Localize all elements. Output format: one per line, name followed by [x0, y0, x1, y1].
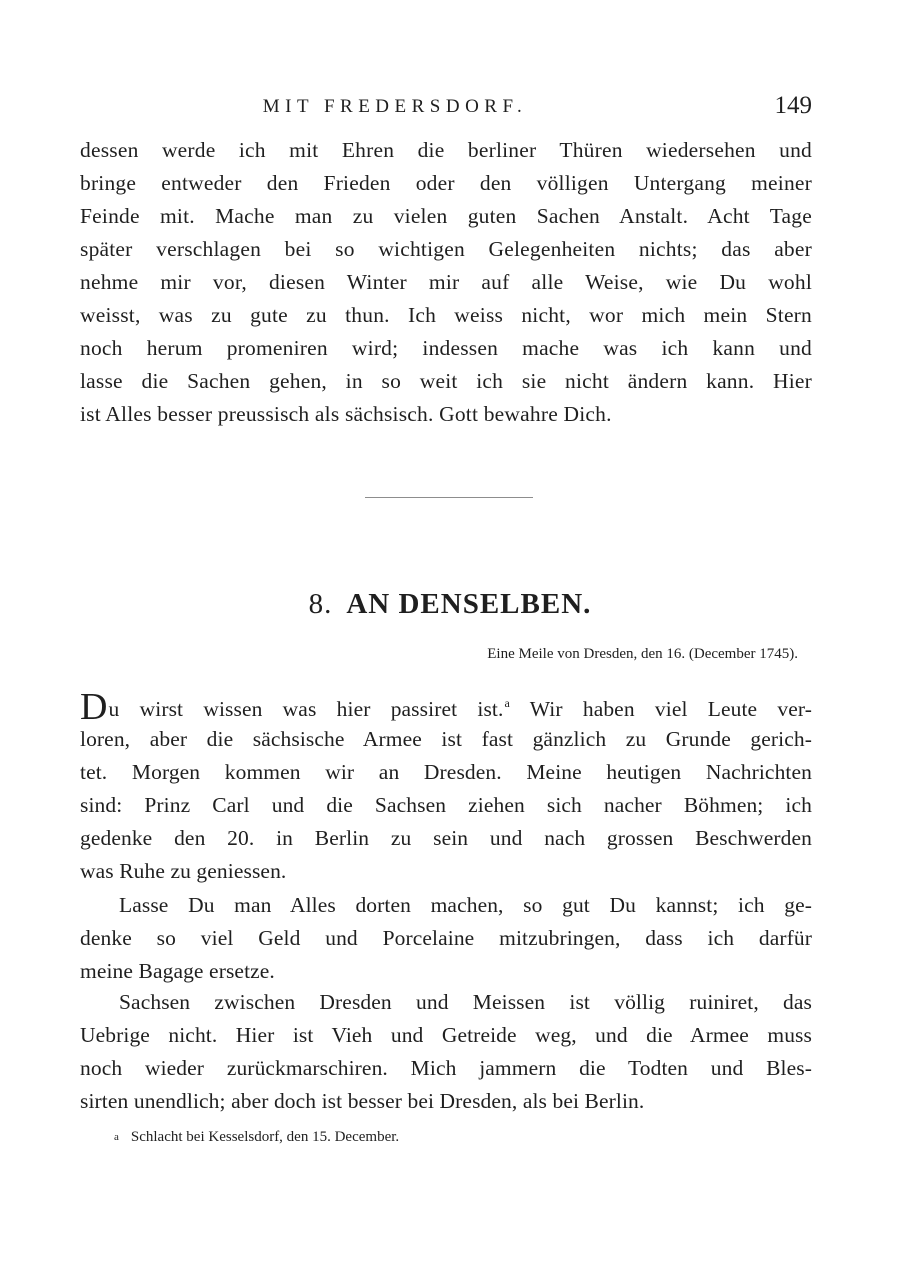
text-line: später verschlagen bei so wichtigen Gelegenheiten nichts; das aber — [80, 237, 812, 261]
text-line: sirten unendlich; aber doch ist besser bei Dresden, als bei Berlin. — [80, 1089, 645, 1113]
text-line: was Ruhe zu geniessen. — [80, 859, 287, 883]
footnote-reference: a — [504, 696, 510, 710]
text-line: sind: Prinz Carl und die Sachsen ziehen sich nacher Böhmen; ich — [80, 793, 812, 817]
text-line: meine Bagage ersetze. — [80, 959, 275, 983]
running-title: MIT FREDERSDORF. — [262, 96, 528, 117]
text-line: tet. Morgen kommen wir an Dresden. Meine heutigen Nachrichten — [80, 760, 812, 784]
text-line: nehme mir vor, diesen Winter mir auf alle Weise, wie Du wohl — [80, 270, 812, 294]
page-number: 149 — [774, 92, 812, 119]
text-line: Uebrige nicht. Hier ist Vieh und Getreide weg, und die Armee muss — [80, 1023, 812, 1047]
footnote-mark: a — [114, 1131, 119, 1143]
footnote — [114, 1129, 399, 1146]
section-number: 8. — [308, 588, 333, 620]
first-line-text: u wirst wissen was hier passiret ist. — [108, 697, 504, 721]
text-line: denke so viel Geld und Porcelaine mitzubringen, dass ich darfür — [80, 926, 812, 950]
page-header — [80, 92, 812, 128]
text-line: Lasse Du man Alles dorten machen, so gut Du kannst; ich ge- — [119, 893, 812, 917]
text-line: noch wieder zurückmarschiren. Mich jammern die Todten und Bles- — [80, 1056, 812, 1080]
text-line: Feinde mit. Mache man zu vielen guten Sachen Anstalt. Acht Tage — [80, 204, 812, 228]
text-line: dessen werde ich mit Ehren die berliner Thüren wiedersehen und — [80, 138, 812, 162]
first-line — [80, 694, 812, 727]
text-line: ist Alles besser preussisch als sächsisch. Gott bewahre Dich. — [80, 402, 612, 426]
text-line: Sachsen zwischen Dresden und Meissen ist völlig ruiniret, das — [119, 990, 812, 1014]
letter-dateline: Eine Meile von Dresden, den 16. (December 1745). — [487, 646, 798, 662]
section-title: AN DENSELBEN. — [346, 588, 592, 620]
section-divider — [365, 497, 533, 498]
text-line: loren, aber die sächsische Armee ist fast gänzlich zu Grunde gerich- — [80, 727, 812, 751]
text-line: bringe entweder den Frieden oder den völligen Untergang meiner — [80, 171, 812, 195]
text-line: weisst, was zu gute zu thun. Ich weiss nicht, wor mich mein Stern — [80, 303, 812, 327]
text-line: lasse die Sachen gehen, in so weit ich sie nicht ändern kann. Hier — [80, 369, 812, 393]
first-line-continuation: Wir haben viel Leute ver- — [509, 697, 812, 721]
text-line: noch herum promeniren wird; indessen mache was ich kann und — [80, 336, 812, 360]
drop-cap: D — [80, 694, 108, 727]
text-line: gedenke den 20. in Berlin zu sein und nach grossen Beschwerden — [80, 826, 812, 850]
footnote-text: Schlacht bei Kesselsdorf, den 15. December. — [130, 1129, 400, 1145]
section-heading — [0, 588, 900, 621]
